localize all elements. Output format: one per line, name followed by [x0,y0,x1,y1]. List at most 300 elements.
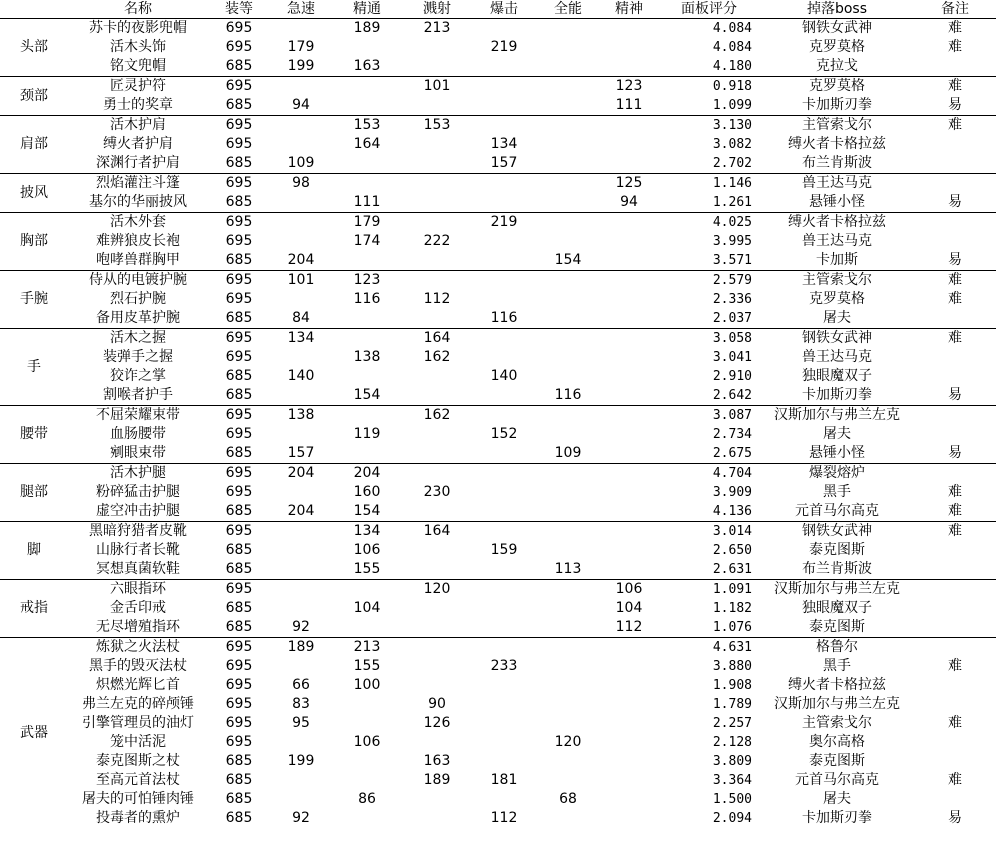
mastery-cell [332,309,402,329]
item-level-cell: 695 [225,426,253,442]
score-cell: 4.704 [658,464,760,484]
item-name-cell: 咆哮兽群胸甲 [96,252,180,268]
item-level-cell: 685 [225,387,253,403]
crit-cell [472,57,536,77]
note-cell [914,790,996,809]
item-level-cell: 695 [225,349,253,365]
versatility-cell: 113 [554,561,582,577]
mastery-cell: 106 [353,542,381,558]
multistrike-cell [402,193,472,213]
header-mastery: 精通 [353,1,381,17]
haste-cell [270,135,332,154]
versatility-cell [536,502,600,522]
score-cell: 4.084 [658,19,760,39]
item-level-cell: 695 [208,19,270,39]
spirit-cell [600,57,658,77]
item-name-cell: 金舌印戒 [110,600,166,616]
score-cell: 3.909 [712,485,752,500]
mastery-cell [332,752,402,771]
item-name-cell: 冥想真菌软鞋 [96,561,180,577]
multistrike-cell: 230 [423,484,451,500]
haste-cell [270,193,332,213]
item-level-cell: 695 [208,522,270,542]
haste-cell: 98 [270,174,332,194]
multistrike-cell [402,271,472,291]
drop-boss-cell: 元首马尔高克 [795,772,879,788]
haste-cell: 66 [292,677,310,693]
score-cell: 3.130 [658,116,760,136]
haste-cell [270,290,332,309]
item-name-cell: 弗兰左克的碎颅锤 [82,696,194,712]
note-cell: 难 [948,503,962,519]
crit-cell [472,790,536,809]
note-cell [914,57,996,77]
note-cell [914,752,996,771]
item-name-cell: 备用皮革护腕 [96,310,180,326]
score-cell: 2.910 [712,369,752,384]
item-level-cell: 685 [225,445,253,461]
crit-cell [472,676,536,695]
mastery-cell: 134 [332,522,402,542]
multistrike-cell: 162 [423,349,451,365]
drop-boss-cell: 兽王达马克 [802,233,872,249]
multistrike-cell [402,425,472,444]
crit-cell: 157 [490,155,518,171]
item-name-cell: 笼中活泥 [110,734,166,750]
table-row [0,580,996,600]
note-cell: 易 [948,810,962,826]
mastery-cell [332,329,402,349]
spirit-cell [600,348,658,367]
note-cell [914,213,996,233]
note-cell [914,464,996,484]
multistrike-cell [402,309,472,329]
item-name-cell: 引擎管理员的油灯 [82,715,194,731]
multistrike-cell [402,96,472,116]
mastery-cell: 189 [332,19,402,39]
score-cell: 2.702 [712,156,752,171]
score-cell: 3.809 [712,754,752,769]
versatility-cell [536,522,600,542]
item-level-cell: 685 [225,368,253,384]
drop-boss-cell: 黑手 [823,484,851,500]
spirit-cell [600,657,658,676]
spirit-cell: 112 [615,619,643,635]
multistrike-cell [402,733,472,752]
note-cell: 难 [948,484,962,500]
mastery-cell: 123 [332,271,402,291]
versatility-cell [536,425,600,444]
item-level-cell: 695 [208,464,270,484]
drop-boss-cell: 布兰肯斯波 [802,155,872,171]
haste-cell [270,522,332,542]
table-row [0,77,996,97]
crit-cell [472,695,536,714]
table-row [0,57,996,77]
item-level-cell: 695 [225,677,253,693]
crit-cell: 219 [490,39,518,55]
item-name-cell: 泰克图斯之杖 [96,753,180,769]
note-cell: 难 [914,522,996,542]
table-row [0,174,996,194]
versatility-cell [536,483,600,502]
table-row [0,676,996,695]
mastery-cell: 104 [353,600,381,616]
spirit-cell [600,367,658,386]
item-level-cell: 695 [208,174,270,194]
note-cell: 难 [948,772,962,788]
note-cell: 难 [914,116,996,136]
haste-cell [270,790,332,809]
crit-cell: 159 [490,542,518,558]
note-cell: 难 [948,291,962,307]
item-level-cell: 685 [225,252,253,268]
item-name-cell: 活木头饰 [110,39,166,55]
header-haste: 急速 [287,1,315,17]
table-row [0,193,996,213]
table-row [0,733,996,752]
multistrike-cell [402,444,472,464]
header-multistrike: 溅射 [423,1,451,17]
haste-cell [270,560,332,580]
score-cell: 4.631 [658,638,760,658]
note-cell [914,676,996,695]
header-spirit: 精神 [615,1,643,17]
spirit-cell [600,271,658,291]
note-cell: 易 [948,445,962,461]
multistrike-cell [402,599,472,618]
table-row [0,348,996,367]
mastery-cell [332,580,402,600]
note-cell: 易 [948,97,962,113]
mastery-cell: 213 [332,638,402,658]
item-name-cell: 苏卡的夜影兜帽 [68,19,208,39]
crit-cell [472,174,536,194]
drop-boss-cell: 独眼魔双子 [802,600,872,616]
drop-boss-cell: 元首马尔高克 [795,503,879,519]
table-row [0,425,996,444]
table-row [0,638,996,658]
item-level-cell: 695 [208,638,270,658]
note-cell [914,599,996,618]
haste-cell: 95 [292,715,310,731]
versatility-cell [536,638,600,658]
spirit-cell [600,541,658,560]
note-cell: 易 [948,387,962,403]
table-row [0,213,996,233]
spirit-cell [600,154,658,174]
spirit-cell [600,638,658,658]
item-level-cell: 695 [208,580,270,600]
versatility-cell [536,329,600,349]
versatility-cell [536,290,600,309]
versatility-cell [536,19,600,39]
multistrike-cell: 189 [423,772,451,788]
versatility-cell [536,752,600,771]
mastery-cell: 154 [353,503,381,519]
score-cell: 4.136 [712,504,752,519]
multistrike-cell [402,502,472,522]
table-row [0,19,996,39]
multistrike-cell [402,541,472,560]
category-cell: 武器 [0,638,68,829]
score-cell: 2.734 [712,427,752,442]
score-cell: 3.082 [712,137,752,152]
score-cell: 3.364 [712,773,752,788]
item-level-cell: 695 [225,233,253,249]
drop-boss-cell: 布兰肯斯波 [802,561,872,577]
item-name-cell: 烈焰灌注斗篷 [68,174,208,194]
crit-cell: 152 [490,426,518,442]
haste-cell [270,213,332,233]
score-cell: 3.995 [712,234,752,249]
drop-boss-cell: 克罗莫格 [760,77,914,97]
mastery-cell [332,154,402,174]
item-level-cell: 695 [225,39,253,55]
drop-boss-cell: 汉斯加尔与弗兰左克 [760,406,914,426]
haste-cell [270,483,332,502]
score-cell: 2.094 [712,811,752,826]
item-level-cell: 695 [225,658,253,674]
multistrike-cell: 90 [428,696,446,712]
item-name-cell: 血肠腰带 [110,426,166,442]
score-cell: 1.908 [712,678,752,693]
drop-boss-cell: 克罗莫格 [809,39,865,55]
item-level-cell: 685 [225,561,253,577]
note-cell [914,425,996,444]
score-cell: 1.500 [712,792,752,807]
category-cell: 披风 [0,174,68,213]
drop-boss-cell: 主管索戈尔 [760,116,914,136]
multistrike-cell: 164 [402,329,472,349]
multistrike-cell [402,676,472,695]
haste-cell: 101 [270,271,332,291]
multistrike-cell: 222 [423,233,451,249]
table-row [0,483,996,502]
table-row [0,809,996,828]
versatility-cell [536,714,600,733]
haste-cell: 189 [270,638,332,658]
versatility-cell [536,348,600,367]
multistrike-cell [402,154,472,174]
header-boss: 掉落boss [806,1,868,17]
versatility-cell [536,135,600,154]
multistrike-cell [402,367,472,386]
versatility-cell [536,193,600,213]
item-name-cell: 无尽增殖指环 [96,619,180,635]
score-cell: 0.918 [658,77,760,97]
note-cell [914,232,996,251]
table-row [0,271,996,291]
crit-cell [472,96,536,116]
versatility-cell [536,809,600,828]
spirit-cell [600,483,658,502]
item-level-cell: 695 [208,271,270,291]
versatility-cell [536,232,600,251]
category-cell: 戒指 [0,580,68,638]
mastery-cell [332,714,402,733]
haste-cell [270,348,332,367]
mastery-cell: 179 [332,213,402,233]
table-row [0,309,996,329]
table-row [0,135,996,154]
category-cell: 手腕 [0,271,68,329]
item-name-cell: 难辨狼皮长袍 [96,233,180,249]
spirit-cell [600,309,658,329]
table-row [0,251,996,271]
score-cell: 2.128 [712,735,752,750]
spirit-cell [600,714,658,733]
score-cell: 4.084 [712,40,752,55]
note-cell [914,406,996,426]
mastery-cell: 153 [332,116,402,136]
multistrike-cell [402,638,472,658]
crit-cell [472,329,536,349]
haste-cell: 204 [287,503,315,519]
drop-boss-cell: 屠夫 [823,791,851,807]
table-row [0,290,996,309]
note-cell: 难 [914,271,996,291]
item-name-cell: 铭文兜帽 [110,58,166,74]
item-level-cell: 695 [225,715,253,731]
crit-cell: 219 [472,213,536,233]
mastery-cell [332,771,402,790]
score-cell: 1.076 [712,620,752,635]
multistrike-cell [402,213,472,233]
mastery-cell: 163 [353,58,381,74]
score-cell: 2.650 [712,543,752,558]
mastery-cell: 164 [353,136,381,152]
haste-cell [270,19,332,39]
drop-boss-cell: 悬锤小怪 [809,445,865,461]
drop-boss-cell: 汉斯加尔与弗兰左克 [760,580,914,600]
item-name-cell: 装弹手之握 [103,349,173,365]
crit-cell [472,193,536,213]
note-cell [914,541,996,560]
drop-boss-cell: 兽王达马克 [802,349,872,365]
versatility-cell: 120 [554,734,582,750]
mastery-cell [332,367,402,386]
crit-cell: 140 [490,368,518,384]
drop-boss-cell: 泰克图斯 [809,619,865,635]
item-level-cell: 695 [208,329,270,349]
item-name-cell: 缚火者护肩 [103,136,173,152]
mastery-cell: 119 [353,426,381,442]
drop-boss-cell: 黑手 [823,658,851,674]
versatility-cell [536,96,600,116]
versatility-cell: 154 [554,252,582,268]
item-name-cell: 不屈荣耀束带 [68,406,208,426]
item-name-cell: 基尔的华丽披风 [89,194,187,210]
mastery-cell: 138 [353,349,381,365]
haste-cell: 204 [287,252,315,268]
mastery-cell [332,809,402,828]
score-cell: 3.087 [658,406,760,426]
item-level-cell: 685 [225,58,253,74]
versatility-cell [536,116,600,136]
item-name-cell: 投毒者的熏炉 [96,810,180,826]
drop-boss-cell: 汉斯加尔与弗兰左克 [774,696,900,712]
item-name-cell: 山脉行者长靴 [96,542,180,558]
crit-cell [472,251,536,271]
note-cell [914,348,996,367]
item-level-cell: 685 [225,155,253,171]
table-row [0,444,996,464]
note-cell [914,560,996,580]
haste-cell: 204 [270,464,332,484]
crit-cell [472,733,536,752]
versatility-cell [536,580,600,600]
item-name-cell: 屠夫的可怕锤肉锤 [82,791,194,807]
multistrike-cell [402,560,472,580]
drop-boss-cell: 泰克图斯 [809,542,865,558]
versatility-cell [536,464,600,484]
crit-cell: 116 [490,310,518,326]
mastery-cell [332,77,402,97]
item-level-cell: 695 [225,484,253,500]
item-level-cell: 695 [208,77,270,97]
haste-cell [270,580,332,600]
haste-cell: 109 [287,155,315,171]
drop-boss-cell: 卡加斯刃拳 [802,810,872,826]
haste-cell: 94 [292,97,310,113]
versatility-cell [536,38,600,57]
spirit-cell [600,329,658,349]
versatility-cell [536,174,600,194]
versatility-cell [536,213,600,233]
spirit-cell: 123 [600,77,658,97]
spirit-cell [600,135,658,154]
crit-cell: 181 [490,772,518,788]
item-level-cell: 695 [208,116,270,136]
haste-cell [270,386,332,406]
mastery-cell [332,618,402,638]
versatility-cell [536,367,600,386]
crit-cell [472,522,536,542]
crit-cell [472,560,536,580]
versatility-cell [536,599,600,618]
versatility-cell [536,406,600,426]
drop-boss-cell: 奥尔高格 [809,734,865,750]
spirit-cell [600,560,658,580]
note-cell: 易 [948,194,962,210]
drop-boss-cell: 钢铁女武神 [760,19,914,39]
item-name-cell: 侍从的电镀护腕 [68,271,208,291]
category-cell: 腿部 [0,464,68,522]
score-cell: 3.014 [658,522,760,542]
note-cell: 难 [914,19,996,39]
note-cell [914,618,996,638]
score-cell: 2.037 [712,311,752,326]
crit-cell [472,271,536,291]
note-cell: 难 [948,658,962,674]
crit-cell: 112 [490,810,518,826]
category-cell: 脚 [0,522,68,580]
category-cell: 手 [0,329,68,406]
spirit-cell [600,502,658,522]
item-name-cell: 黑手的毁灭法杖 [89,658,187,674]
crit-cell [472,464,536,484]
mastery-cell: 106 [353,734,381,750]
score-cell: 2.642 [712,388,752,403]
score-cell: 3.571 [712,253,752,268]
spirit-cell [600,733,658,752]
item-level-cell: 685 [225,753,253,769]
crit-cell [472,290,536,309]
spirit-cell [600,790,658,809]
versatility-cell [536,57,600,77]
table-row [0,406,996,426]
